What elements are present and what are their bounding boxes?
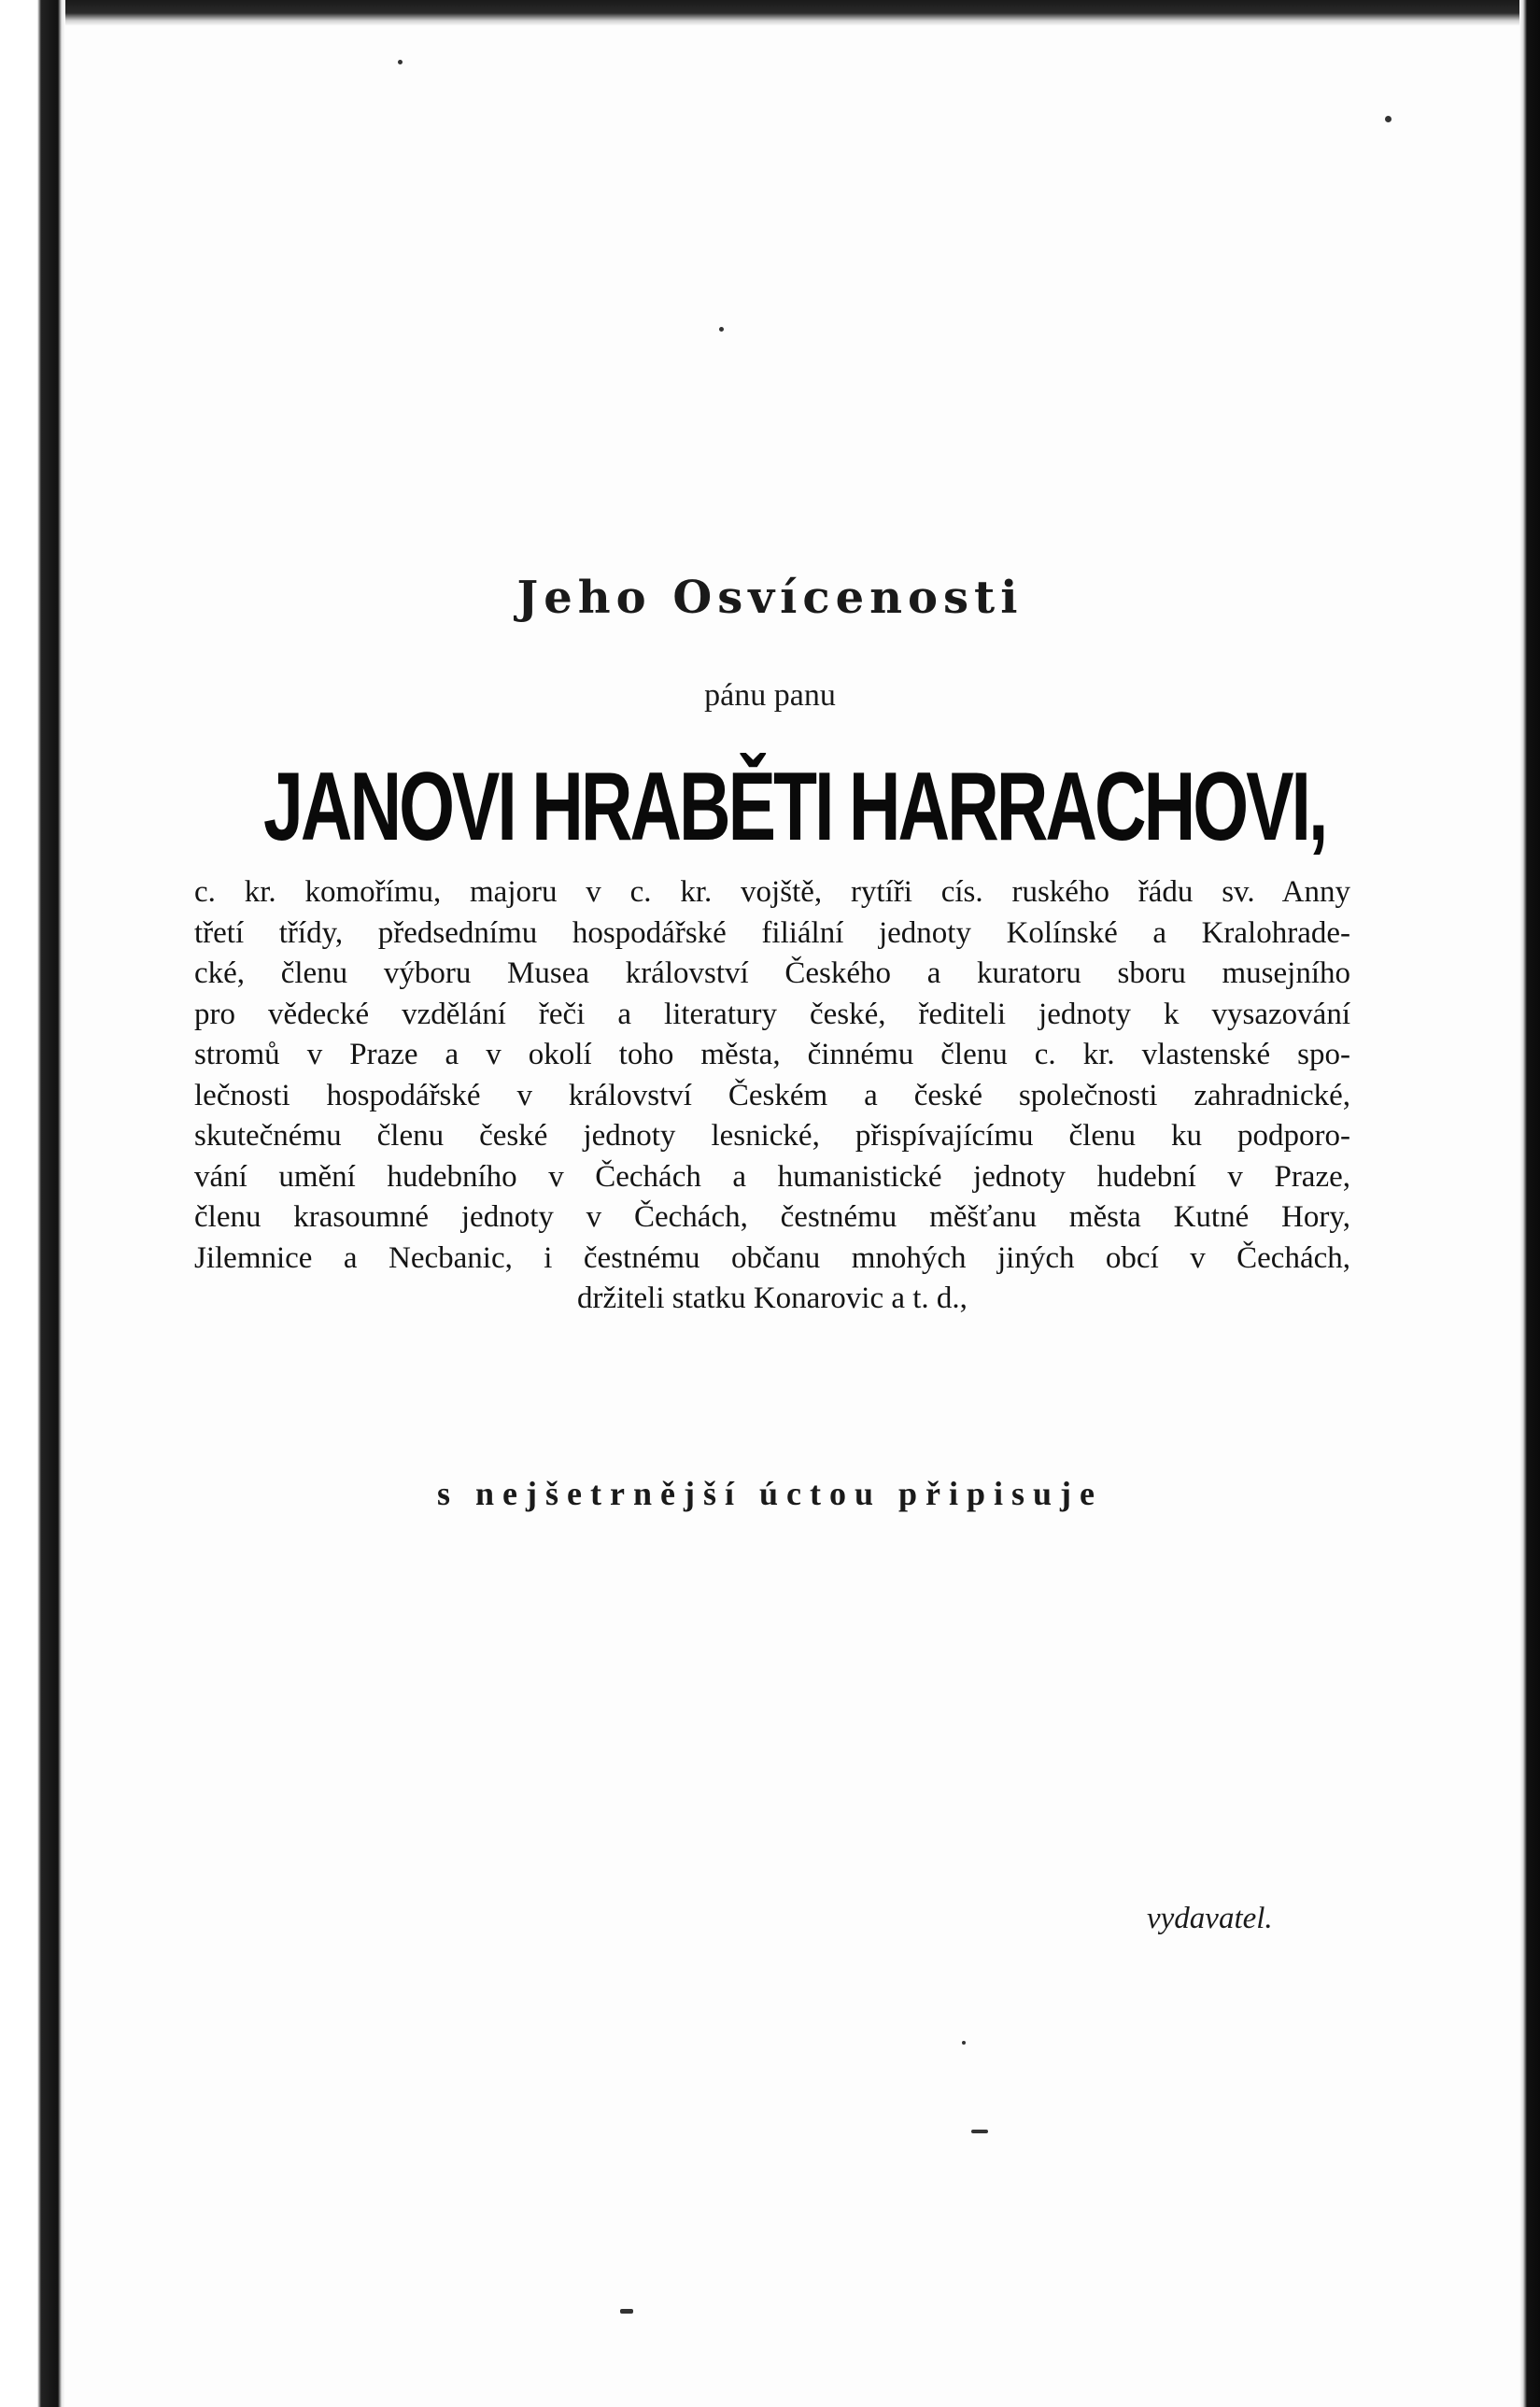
titles-line: pro vědecké vzdělání řeči a literatury české, řediteli jednoty k vysazování xyxy=(194,997,1350,1031)
print-speck xyxy=(1385,116,1392,122)
print-speck xyxy=(620,2309,633,2314)
salutation-line: pánu panu xyxy=(704,678,836,713)
titles-line: držiteli statku Konarovic a t. d., xyxy=(577,1281,968,1315)
page-top-edge xyxy=(62,0,1519,26)
print-speck xyxy=(962,2041,966,2045)
titles-line: vání umění hudebního v Čechách a humanistické jednoty hudební v Praze, xyxy=(194,1159,1350,1194)
closing-phrase: s nejšetrnější úctou připisuje xyxy=(437,1475,1103,1512)
titles-line: lečnosti hospodářské v království Českém a české společnosti zahradnické, xyxy=(194,1078,1350,1112)
titles-line: stromů v Praze a v okolí toho města, činnému členu c. kr. vlastenské spo- xyxy=(194,1038,1350,1071)
titles-line: c. kr. komořímu, majoru v c. kr. vojště, rytíři cís. ruského řádu sv. Anny xyxy=(194,875,1350,909)
binding-edge-left xyxy=(0,0,65,2407)
recipient-name: JANOVI HRABĚTI HARRACHOVI, xyxy=(263,753,1326,861)
binding-edge-right xyxy=(1519,0,1540,2407)
print-speck xyxy=(398,60,403,64)
print-speck xyxy=(719,327,724,332)
recipient-titles xyxy=(194,872,1350,1320)
dedication-heading: Jeho Osvícenosti xyxy=(516,572,1024,624)
titles-line: Jilemnice a Necbanic, i čestnému občanu mnohých jiných obcí v Čechách, xyxy=(194,1240,1350,1275)
titles-line: skutečnému členu české jednoty lesnické, přispívajícímu členu ku podporo- xyxy=(194,1119,1350,1153)
titles-line: cké, členu výboru Musea království Českého a kuratoru sboru musejního xyxy=(194,956,1350,990)
titles-line: třetí třídy, předsednímu hospodářské filiální jednoty Kolínské a Kralohrade- xyxy=(194,915,1350,950)
signature: vydavatel. xyxy=(1147,1902,1273,1935)
print-speck xyxy=(971,2130,988,2133)
titles-line: členu krasoumné jednoty v Čechách, čestnému měšťanu města Kutné Hory, xyxy=(194,1200,1350,1234)
